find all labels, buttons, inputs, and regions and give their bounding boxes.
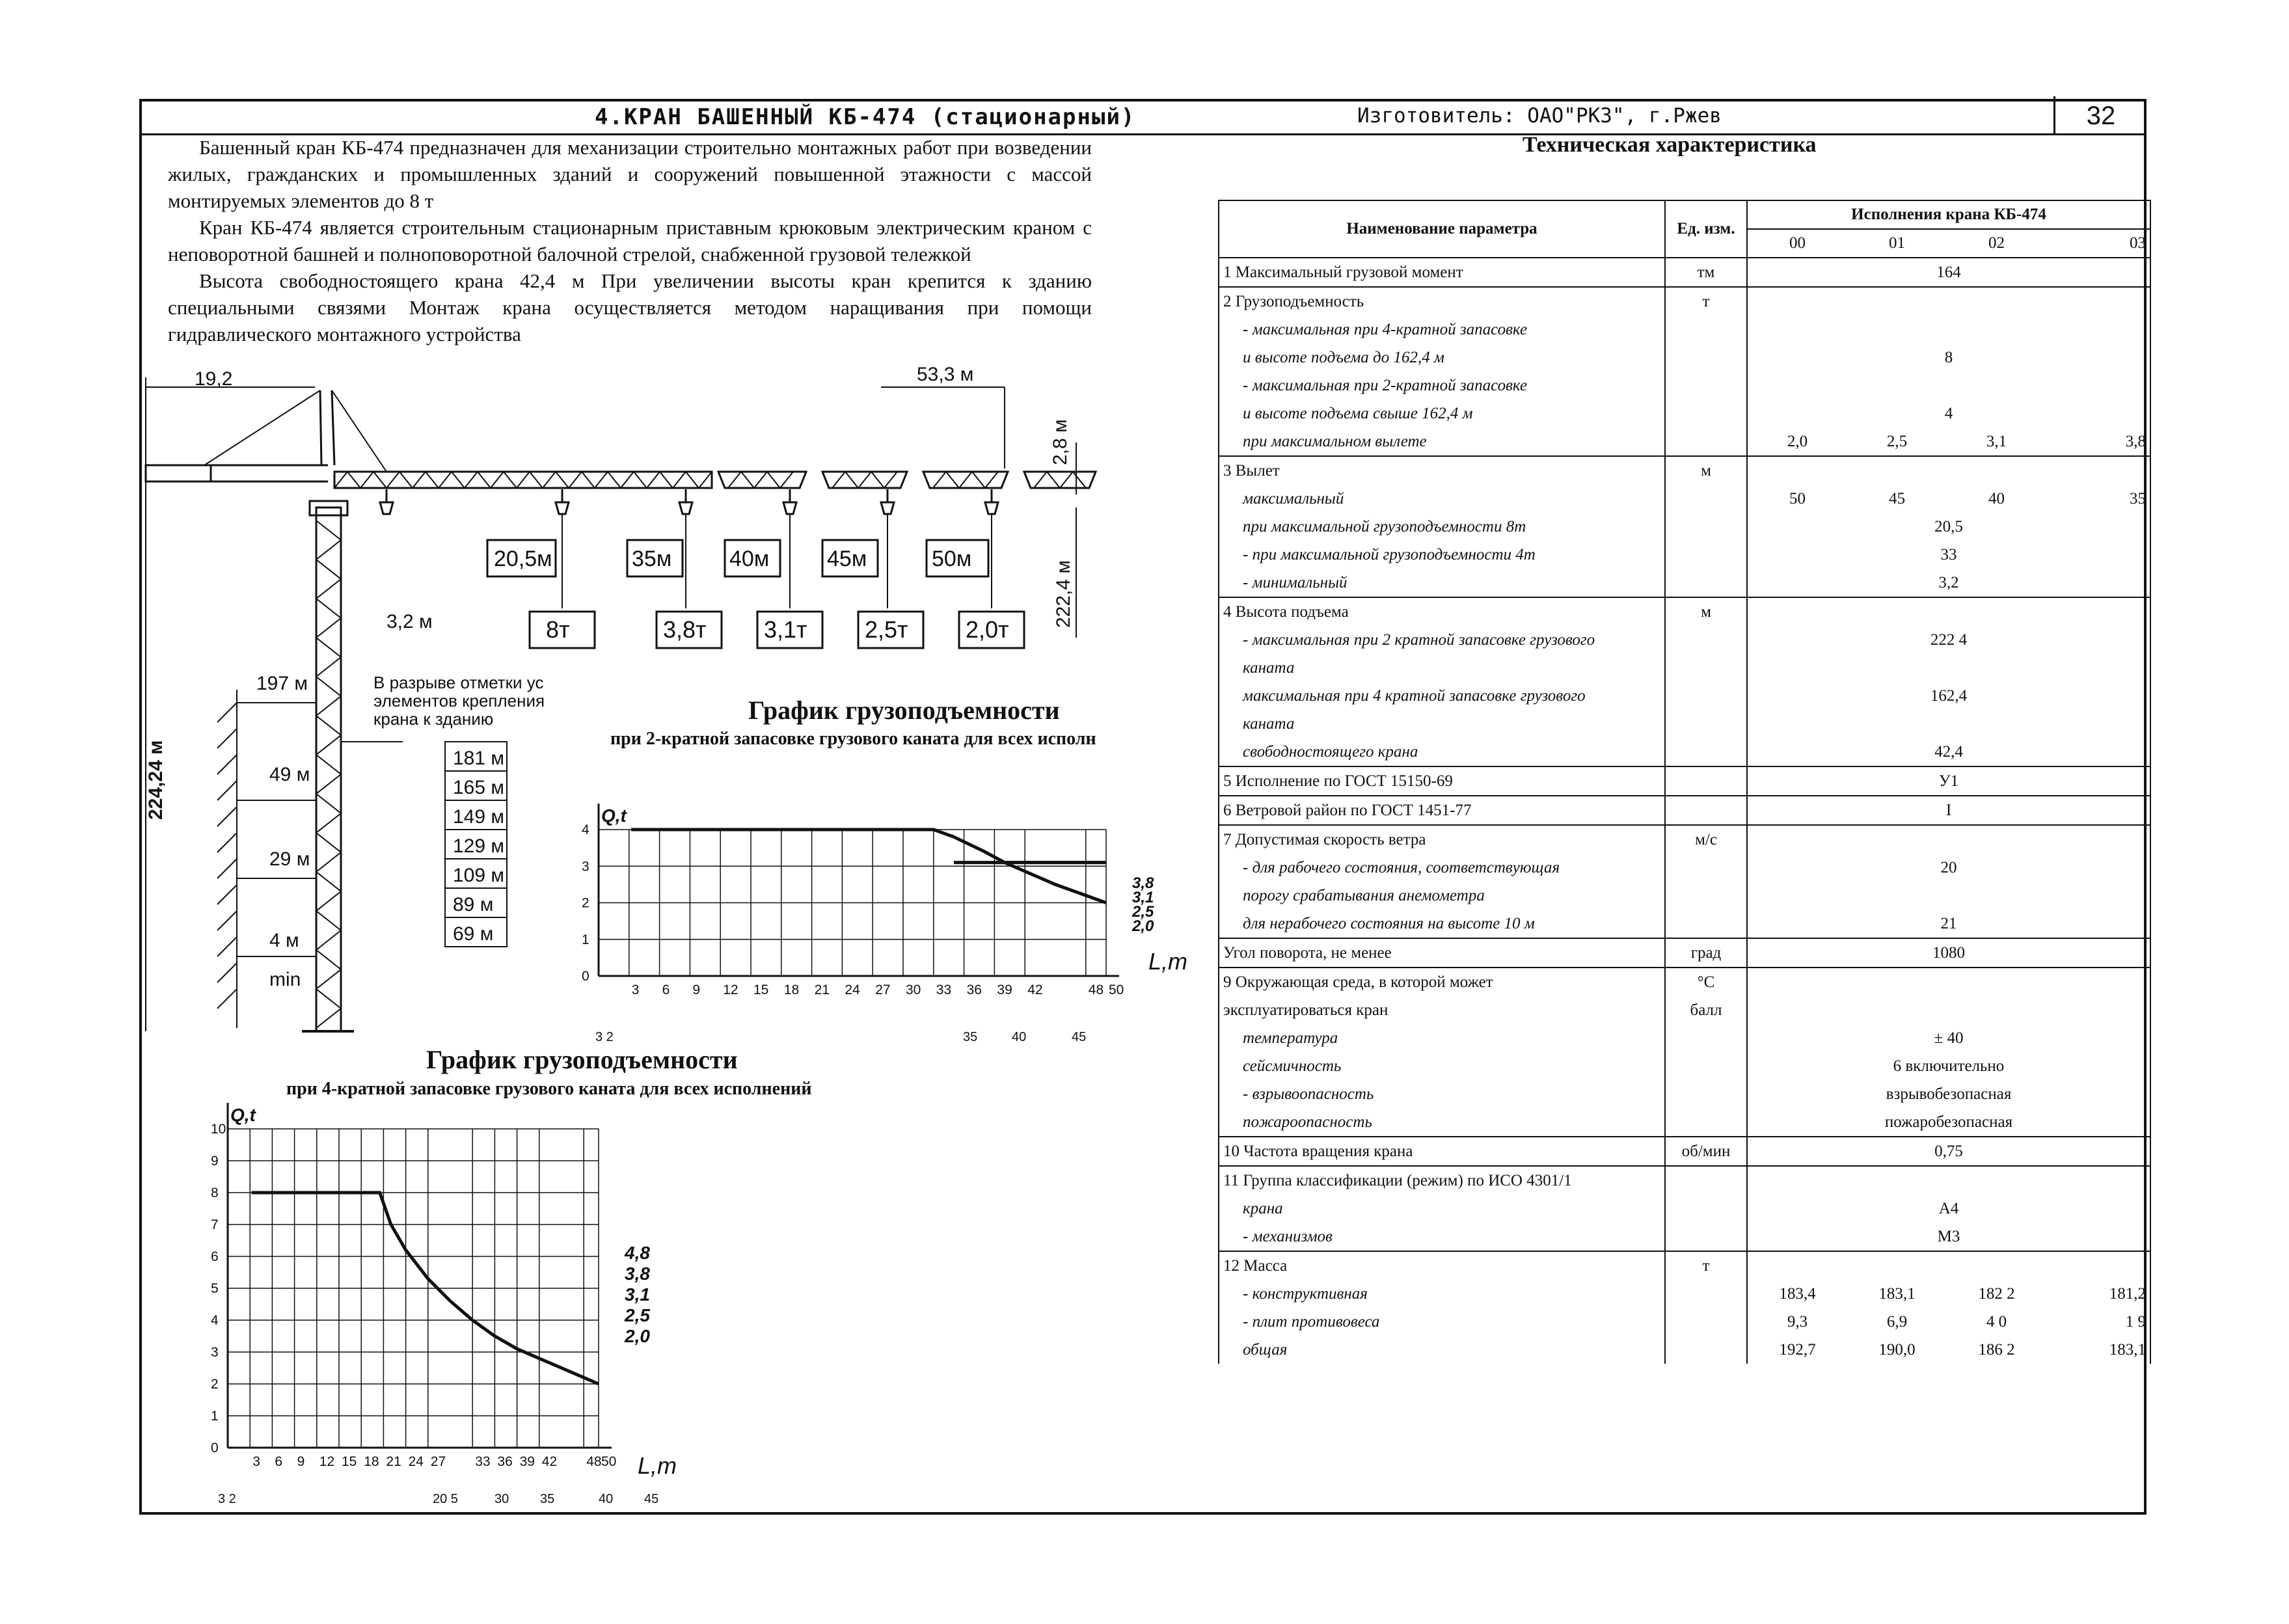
x-tick-label: 12: [319, 1454, 335, 1469]
x-tick-label: 42: [1027, 982, 1043, 997]
y-tick-label: 0: [582, 969, 589, 984]
x-tick-label: 39: [997, 982, 1012, 997]
spec-unit: [1665, 1280, 1747, 1308]
reach-label: 35м: [632, 547, 672, 571]
spec-unit: т: [1665, 1251, 1747, 1280]
spec-unit: [1665, 541, 1747, 569]
y-axis-label: Q,t: [230, 1105, 256, 1125]
spec-param: - максимальная при 2-кратной запасовке: [1219, 372, 1665, 399]
spec-param: - минимальный: [1219, 569, 1665, 597]
spec-version-value: 183,4: [1779, 1284, 1816, 1303]
spec-value: 222 4: [1747, 626, 2150, 654]
spec-param: 10 Частота вращения крана: [1219, 1137, 1665, 1166]
spec-param: и высоте подъема свыше 162,4 м: [1219, 399, 1665, 427]
x-tick-label: 6: [275, 1454, 283, 1469]
spec-versions: 00 01 02 03: [1789, 234, 2146, 252]
x-axis-label: L,m: [1148, 948, 1188, 975]
spec-value: 162,4: [1747, 682, 2150, 710]
spec-unit: [1665, 626, 1747, 654]
spec-param: температура: [1219, 1024, 1665, 1052]
spec-param: свободностоящего крана: [1219, 738, 1665, 766]
spec-param: 9 Окружающая среда, в которой может: [1219, 968, 1665, 996]
spec-value: 20: [1747, 854, 2150, 882]
y-tick-label: 4: [582, 822, 589, 837]
spec-row: [1219, 1137, 2150, 1166]
spec-param: и высоте подъема до 162,4 м: [1219, 344, 1665, 372]
tie-level: min: [269, 969, 301, 990]
x-tick-label: 33: [475, 1454, 491, 1469]
intro-paragraph: Башенный кран КБ-474 предназначен для механизации строительно монтажных работ при возведении жилых, гражданских и промышленных зданий и сооружений повышенной этажности с массой монтируемых элементов до 8 т: [168, 136, 1092, 212]
y-tick-label: 7: [211, 1217, 219, 1232]
spec-row: [1219, 825, 2150, 854]
spec-unit: [1665, 1052, 1747, 1080]
reach-label: 20,5м: [494, 547, 552, 571]
spec-unit: [1665, 738, 1747, 766]
spec-row: [1219, 996, 2150, 1024]
end-value-label: 2,5: [1132, 903, 1154, 921]
jib-length-dim: 53,3 м: [917, 364, 974, 385]
spec-version-value: 35: [2130, 489, 2146, 508]
spec-row: [1219, 1080, 2150, 1108]
spec-value: 21: [1747, 910, 2150, 938]
tie-mark: 89 м: [453, 894, 494, 915]
tie-mark: 149 м: [453, 806, 505, 828]
spec-row: [1219, 738, 2150, 766]
manufacturer: Изготовитель: ОАО"РКЗ", г.Ржев: [1357, 104, 1722, 128]
spec-value: [1747, 485, 2150, 513]
y-tick-label: 2: [211, 1377, 219, 1392]
chart1: [540, 771, 1217, 1044]
tie-mark: 181 м: [453, 748, 505, 769]
x-tick-label: 12: [723, 982, 738, 997]
y-tick-label: 3: [211, 1345, 219, 1360]
tower-width-dim: 3,2 м: [386, 611, 433, 632]
spec-row: [1219, 1308, 2150, 1336]
spec-value: 3,2: [1747, 569, 2150, 597]
spec-unit: град: [1665, 938, 1747, 968]
spec-version-value: 181,2: [2109, 1284, 2146, 1303]
x-tick-label: 36: [497, 1454, 513, 1469]
tie-level: 197 м: [256, 673, 308, 694]
x-tick-label: 39: [519, 1454, 535, 1469]
x-tick-label: 50: [1109, 982, 1124, 997]
document-title: 4.КРАН БАШЕННЫЙ КБ-474 (стационарный): [595, 104, 1136, 130]
spec-unit: тм: [1665, 258, 1747, 287]
y-tick-label: 5: [211, 1281, 219, 1296]
page-header: [139, 99, 2147, 135]
x-tick-label: 9: [297, 1454, 305, 1469]
spec-unit: м: [1665, 597, 1747, 626]
spec-param: - при максимальной грузоподъемности 4т: [1219, 541, 1665, 569]
spec-value: 33: [1747, 541, 2150, 569]
y-tick-label: 3: [582, 859, 589, 874]
x-sub-label: 45: [644, 1492, 659, 1506]
spec-value: [1747, 316, 2150, 344]
spec-unit: [1665, 1223, 1747, 1251]
x-tick-label: 24: [845, 982, 860, 997]
chart1-subtitle: при 2-кратной запасовке грузового каната для всех исполн: [610, 729, 1096, 749]
spec-value: [1747, 654, 2150, 682]
x-sub-label: 3 2: [218, 1492, 236, 1506]
spec-row: [1219, 1166, 2150, 1195]
spec-value: [1747, 882, 2150, 910]
spec-param: 2 Грузоподъемность: [1219, 287, 1665, 316]
x-tick-label: 27: [430, 1454, 446, 1469]
y-tick-label: 4: [211, 1313, 219, 1328]
spec-value: [1747, 427, 2150, 456]
spec-row: [1219, 1108, 2150, 1137]
spec-value: [1747, 1336, 2150, 1364]
x-tick-label: 48: [1088, 982, 1104, 997]
load-label: 3,1т: [764, 616, 807, 643]
spec-param: - механизмов: [1219, 1223, 1665, 1251]
spec-param: 6 Ветровой район по ГОСТ 1451-77: [1219, 796, 1665, 825]
reach-label: 40м: [729, 547, 770, 571]
spec-row: [1219, 654, 2150, 682]
spec-row: [1219, 910, 2150, 938]
spec-row: [1219, 287, 2150, 316]
intro-paragraph: Высота свободностоящего крана 42,4 м При увеличении высоты кран крепится к зданию специальными связями Монтаж крана осуществляется методом наращивания при помощи гидравлического монтажного устройства: [168, 269, 1092, 345]
spec-value: [1747, 710, 2150, 738]
spec-param: 1 Максимальный грузовой момент: [1219, 258, 1665, 287]
spec-unit: [1665, 1308, 1747, 1336]
y-tick-label: 2: [582, 895, 589, 911]
x-sub-label: 45: [1072, 1030, 1087, 1044]
spec-row: [1219, 710, 2150, 738]
chart2-title: График грузоподъемности: [426, 1045, 738, 1074]
spec-param: 11 Группа классификации (режим) по ИСО 4301/1: [1219, 1166, 1665, 1195]
spec-col-unit: Ед. изм.: [1665, 200, 1747, 258]
tie-note: В разрыве отметки ус элементов крепления крана к зданию: [373, 673, 545, 729]
spec-unit: [1665, 372, 1747, 399]
spec-param: - плит противовеса: [1219, 1308, 1665, 1336]
end-value-label: 2,0: [1132, 917, 1154, 935]
spec-unit: [1665, 1166, 1747, 1195]
page-number: 32: [2053, 96, 2147, 135]
tie-level: 29 м: [269, 848, 310, 870]
x-tick-label: 3: [631, 982, 640, 997]
spec-param: общая: [1219, 1336, 1665, 1364]
spec-param: - максимальная при 4-кратной запасовке: [1219, 316, 1665, 344]
intro-paragraph: Кран КБ-474 является строительным стационарным приставным крюковым электрическим краном с неповоротной башней и полноповоротной балочной стрелой, снабженной грузовой тележкой: [168, 216, 1092, 265]
spec-param: порогу срабатывания анемометра: [1219, 882, 1665, 910]
spec-param: Угол поворота, не менее: [1219, 938, 1665, 968]
spec-row: [1219, 682, 2150, 710]
spec-row: [1219, 854, 2150, 882]
spec-param: сейсмичность: [1219, 1052, 1665, 1080]
spec-param: 4 Высота подъема: [1219, 597, 1665, 626]
spec-col-param: Наименование параметра: [1219, 200, 1665, 258]
x-sub-label: 35: [963, 1030, 978, 1044]
x-sub-label: 30: [494, 1492, 509, 1506]
x-tick-label: 33: [936, 982, 952, 997]
spec-row: [1219, 258, 2150, 287]
tie-mark: 69 м: [453, 923, 494, 945]
spec-value: [1747, 1280, 2150, 1308]
spec-unit: [1665, 1336, 1747, 1364]
spec-row: [1219, 882, 2150, 910]
chart2: [189, 1064, 930, 1513]
x-sub-label: 3 2: [595, 1030, 614, 1044]
spec-row: [1219, 1052, 2150, 1080]
spec-unit: [1665, 316, 1747, 344]
spec-row: [1219, 372, 2150, 399]
x-tick-label: 42: [541, 1454, 558, 1469]
x-tick-label: 50: [601, 1454, 617, 1469]
x-sub-label: 40: [599, 1492, 614, 1506]
tie-level: 49 м: [269, 764, 310, 785]
spec-version-value: 9,3: [1787, 1312, 1808, 1331]
spec-row: [1219, 427, 2150, 456]
spec-param: 3 Вылет: [1219, 456, 1665, 485]
spec-row: [1219, 766, 2150, 796]
tie-mark: 165 м: [453, 777, 505, 798]
spec-row: [1219, 1336, 2150, 1364]
end-value-label: 3,8: [625, 1264, 650, 1284]
spec-unit: [1665, 766, 1747, 796]
x-tick-label: 15: [342, 1454, 357, 1469]
spec-row: [1219, 456, 2150, 485]
spec-version-value: 4 0: [1986, 1312, 2007, 1331]
spec-value: [1747, 825, 2150, 854]
spec-param: эксплуатироваться кран: [1219, 996, 1665, 1024]
spec-param: 5 Исполнение по ГОСТ 15150-69: [1219, 766, 1665, 796]
chart1-title: График грузоподъемности: [748, 696, 1060, 725]
spec-row: [1219, 938, 2150, 968]
x-tick-label: 18: [783, 982, 800, 997]
spec-version-value: 190,0: [1878, 1340, 1916, 1359]
spec-value: 0,75: [1747, 1137, 2150, 1166]
x-tick-label: 36: [966, 982, 982, 997]
spec-value: [1747, 456, 2150, 485]
spec-param: для нерабочего состояния на высоте 10 м: [1219, 910, 1665, 938]
spec-version-value: 40: [1988, 489, 2005, 508]
x-tick-label: 3: [252, 1454, 260, 1469]
x-sub-label: 40: [1012, 1030, 1027, 1044]
tie-mark: 109 м: [453, 865, 505, 886]
x-axis-label: L,m: [638, 1452, 677, 1479]
y-tick-label: 1: [582, 932, 589, 947]
spec-param: 12 Масса: [1219, 1251, 1665, 1280]
load-label: 2,5т: [865, 616, 908, 643]
y-tick-label: 6: [211, 1249, 219, 1264]
end-value-label: 2,0: [625, 1326, 650, 1346]
hook-height-dim: 222,4 м: [1053, 560, 1074, 628]
spec-row: [1219, 597, 2150, 626]
spec-value: [1747, 968, 2150, 996]
x-tick-label: 18: [364, 1454, 379, 1469]
spec-value: пожаробезопасная: [1747, 1108, 2150, 1137]
spec-version-value: 182 2: [1978, 1284, 2015, 1303]
load-label: 3,8т: [663, 616, 707, 643]
spec-table: [1218, 200, 2151, 1364]
end-value-label: 3,1: [1132, 889, 1154, 906]
spec-row: [1219, 1223, 2150, 1251]
spec-version-value: 183,1: [2109, 1340, 2146, 1359]
spec-value: ± 40: [1747, 1024, 2150, 1052]
x-tick-label: 21: [814, 982, 830, 997]
spec-row: [1219, 1024, 2150, 1052]
x-sub-label: 20 5: [433, 1492, 458, 1506]
spec-value: 4: [1747, 399, 2150, 427]
intro-text: [168, 134, 1092, 347]
y-tick-label: 10: [211, 1122, 226, 1137]
spec-row: [1219, 968, 2150, 996]
spec-unit: [1665, 1080, 1747, 1108]
spec-version-value: 50: [1789, 489, 1806, 508]
spec-row: [1219, 344, 2150, 372]
spec-value: А4: [1747, 1195, 2150, 1223]
spec-value: 1080: [1747, 938, 2150, 968]
x-sub-label: 35: [540, 1492, 555, 1506]
spec-unit: [1665, 1195, 1747, 1223]
spec-version-value: 186 2: [1978, 1340, 2015, 1359]
spec-value: взрывобезопасная: [1747, 1080, 2150, 1108]
spec-row: [1219, 626, 2150, 654]
spec-unit: [1665, 513, 1747, 541]
end-value-label: 2,5: [625, 1305, 650, 1325]
x-tick-label: 27: [875, 982, 891, 997]
spec-unit: [1665, 910, 1747, 938]
spec-unit: [1665, 882, 1747, 910]
jib-drop-dim: 2,8 м: [1050, 419, 1071, 465]
spec-value: 164: [1747, 258, 2150, 287]
spec-row: [1219, 796, 2150, 825]
spec-version-value: 6,9: [1886, 1312, 1908, 1331]
spec-unit: об/мин: [1665, 1137, 1747, 1166]
spec-unit: [1665, 485, 1747, 513]
reach-label: 45м: [827, 547, 867, 571]
spec-param: пожароопасность: [1219, 1108, 1665, 1137]
spec-unit: [1665, 654, 1747, 682]
x-tick-label: 6: [662, 982, 670, 997]
x-tick-label: 48: [586, 1454, 602, 1469]
reach-label: 50м: [932, 547, 972, 571]
spec-version-value: 2,5: [1886, 432, 1908, 450]
x-tick-label: 30: [906, 982, 921, 997]
spec-unit: °С: [1665, 968, 1747, 996]
tower-height-dim: 224,24 м: [145, 740, 167, 820]
spec-unit: [1665, 569, 1747, 597]
spec-param: - взрывоопасность: [1219, 1080, 1665, 1108]
spec-unit: т: [1665, 287, 1747, 316]
spec-version-value: 1 9: [2125, 1312, 2146, 1331]
spec-version-value: 3,1: [1986, 432, 2007, 450]
spec-value: 42,4: [1747, 738, 2150, 766]
y-tick-label: 9: [211, 1154, 219, 1169]
spec-unit: [1665, 1024, 1747, 1052]
spec-row: [1219, 399, 2150, 427]
spec-param: каната: [1219, 710, 1665, 738]
spec-param: крана: [1219, 1195, 1665, 1223]
spec-value: [1747, 1166, 2150, 1195]
end-value-label: 4,8: [625, 1243, 650, 1263]
spec-value: [1747, 372, 2150, 399]
spec-param: максимальная при 4 кратной запасовке грузового: [1219, 682, 1665, 710]
load-label: 8т: [546, 616, 570, 643]
spec-value: М3: [1747, 1223, 2150, 1251]
spec-row: [1219, 1195, 2150, 1223]
spec-value: [1747, 1251, 2150, 1280]
y-axis-label: Q,t: [601, 805, 627, 826]
spec-value: У1: [1747, 766, 2150, 796]
spec-version-value: 3,8: [2125, 432, 2146, 450]
spec-value: 20,5: [1747, 513, 2150, 541]
y-tick-label: 0: [211, 1441, 219, 1455]
spec-unit: [1665, 682, 1747, 710]
tie-mark: 129 м: [453, 835, 505, 857]
x-tick-label: 15: [753, 982, 769, 997]
end-value-label: 3,8: [1132, 874, 1154, 892]
spec-version-value: 2,0: [1787, 432, 1808, 450]
spec-param: при максимальной грузоподъемности 8т: [1219, 513, 1665, 541]
spec-unit: [1665, 854, 1747, 882]
spec-unit: [1665, 399, 1747, 427]
spec-version-value: 192,7: [1779, 1340, 1816, 1359]
spec-row: [1219, 541, 2150, 569]
tie-level: 4 м: [269, 930, 299, 951]
spec-value: I: [1747, 796, 2150, 825]
spec-param: - конструктивная: [1219, 1280, 1665, 1308]
y-tick-label: 1: [211, 1409, 219, 1424]
spec-row: [1219, 1280, 2150, 1308]
spec-value: [1747, 287, 2150, 316]
spec-title: Техническая характеристика: [1523, 133, 1817, 157]
spec-param: - максимальная при 2 кратной запасовке грузового: [1219, 626, 1665, 654]
spec-row: [1219, 1251, 2150, 1280]
spec-row: [1219, 569, 2150, 597]
spec-param: 7 Допустимая скорость ветра: [1219, 825, 1665, 854]
x-tick-label: 24: [408, 1454, 424, 1469]
spec-param: - для рабочего состояния, соответствующая: [1219, 854, 1665, 882]
y-tick-label: 8: [211, 1185, 219, 1200]
spec-param: при максимальном вылете: [1219, 427, 1665, 456]
counter-jib-dim: 19,2: [195, 368, 233, 390]
spec-col-versions: Исполнения крана КБ-474: [1747, 200, 2150, 229]
spec-unit: [1665, 1108, 1747, 1137]
chart2-subtitle: при 4-кратной запасовке грузового каната для всех исполнений: [286, 1079, 812, 1099]
spec-value: [1747, 996, 2150, 1024]
spec-version-value: 183,1: [1878, 1284, 1916, 1303]
spec-value: [1747, 597, 2150, 626]
spec-value: 8: [1747, 344, 2150, 372]
spec-unit: [1665, 427, 1747, 456]
spec-version-value: 45: [1889, 489, 1905, 508]
spec-unit: м/с: [1665, 825, 1747, 854]
spec-unit: м: [1665, 456, 1747, 485]
spec-value: [1747, 1308, 2150, 1336]
spec-param: максимальный: [1219, 485, 1665, 513]
x-tick-label: 21: [386, 1454, 401, 1469]
spec-unit: [1665, 710, 1747, 738]
spec-unit: балл: [1665, 996, 1747, 1024]
spec-unit: [1665, 796, 1747, 825]
spec-unit: [1665, 344, 1747, 372]
spec-row: [1219, 316, 2150, 344]
spec-row: [1219, 485, 2150, 513]
spec-value: 6 включительно: [1747, 1052, 2150, 1080]
spec-row: [1219, 513, 2150, 541]
x-tick-label: 9: [692, 982, 701, 997]
end-value-label: 3,1: [625, 1284, 650, 1305]
spec-param: каната: [1219, 654, 1665, 682]
load-label: 2,0т: [966, 616, 1009, 643]
